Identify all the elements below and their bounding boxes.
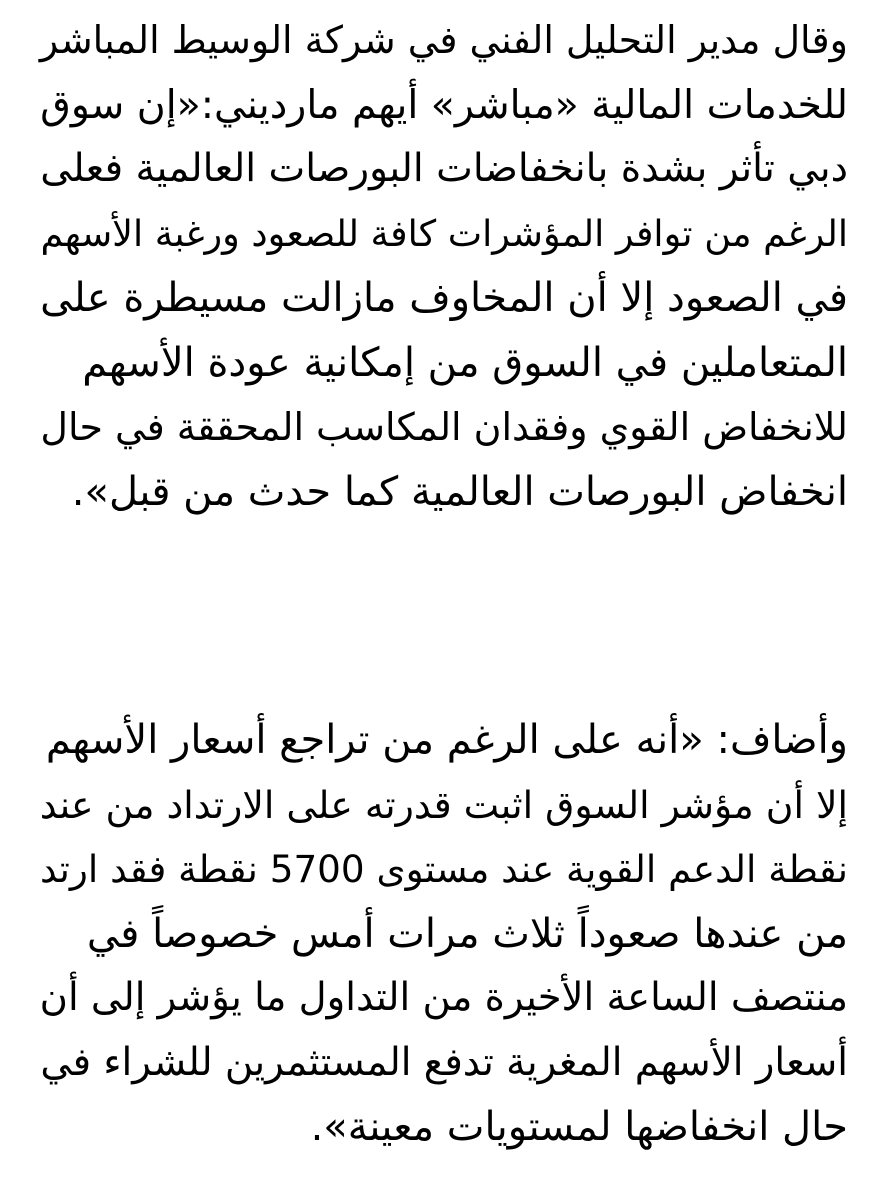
paragraph-1 — [40, 8, 848, 524]
paragraph-line: من عندها صعوداً ثلاث مرات أمس خصوصاً في — [86, 910, 848, 957]
paragraph-line: دبي تأثر بشدة بانخفاضات البورصات العالمية فعلى — [40, 146, 848, 191]
paragraph-line: منتصف الساعة الأخيرة من التداول ما يؤشر إلى أن — [39, 975, 848, 1020]
paragraph-line: المتعاملين في السوق من إمكانية عودة الأسهم — [82, 339, 848, 386]
paragraph-line: الرغم من توافر المؤشرات كافة للصعود ورغبة الأسهم — [40, 211, 848, 255]
paragraph-line: في الصعود إلا أن المخاوف مازالت مسيطرة على — [40, 275, 848, 321]
paragraph-line: إلا أن مؤشر السوق اثبت قدرته على الارتداد من عند — [39, 782, 848, 827]
paragraph-2 — [40, 708, 848, 1160]
paragraph-line: للخدمات المالية «مباشر» أيهم مارديني:«إن سوق — [40, 81, 848, 128]
paragraph-line: أسعار الأسهم المغرية تدفع المستثمرين للشراء في — [40, 1039, 848, 1085]
paragraph-line: وقال مدير التحليل الفني في شركة الوسيط المباشر — [39, 18, 848, 62]
paragraph-line: نقطة الدعم القوية عند مستوى 5700 نقطة فقد ارتد — [39, 847, 848, 891]
paragraph-line: للانخفاض القوي وفقدان المكاسب المحققة في حال — [40, 405, 848, 449]
paragraph-line: حال انخفاضها لمستويات معينة». — [310, 1104, 848, 1150]
paragraph-line: انخفاض البورصات العالمية كما حدث من قبل». — [71, 468, 848, 515]
paragraph-line: وأضاف: «أنه على الرغم من تراجع أسعار الأسهم — [45, 717, 848, 763]
